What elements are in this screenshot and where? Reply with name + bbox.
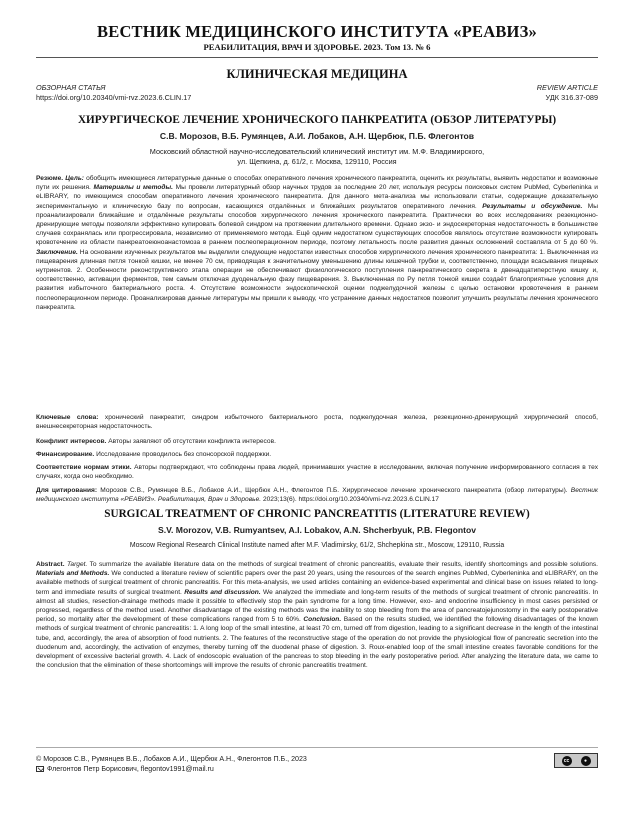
ru-affiliation-line1: Московский областной научно-исследовательский клинический институт им. М.Ф. Владимирского,: [149, 147, 485, 156]
ru-ethics-text: Авторы подтверждают, что соблюдены права людей, принимавших участие в исследовании, включая получение информированного согласия в тех случаях, когда оно необходимо.: [36, 464, 598, 481]
article-meta-right: [537, 83, 598, 102]
ru-citation: [36, 486, 598, 504]
ru-funding-label: Финансирование.: [36, 451, 95, 458]
ru-affiliation-line2: ул. Щепкина, д. 61/2, г. Москва, 129110, Россия: [237, 157, 397, 166]
ru-methods-text: Мы провели литературный обзор научных трудов за последние 20 лет, используя ресурсы поисковых систем PubMed, Cyberleninka и eLIBRARY, по имеющимся способам оперативного лечения хронического панкреатита. Для данного мета-анализа мы использовали статьи, содержащие доказательную экспериментальную и клиническую базу по вопросам, касающихся отдалённых и ближайших результатов оперативного лечения.: [36, 184, 598, 210]
section-heading: КЛИНИЧЕСКАЯ МЕДИЦИНА: [226, 67, 408, 81]
ru-affiliation: [60, 147, 574, 167]
ru-conflict-label: Конфликт интересов.: [36, 438, 107, 445]
article-doi-link[interactable]: https://doi.org/10.20340/vmi-rvz.2023.6.CLIN.17: [36, 92, 192, 102]
en-authors: S.V. Morozov, V.B. Rumyantsev, A.I. Lobakov, A.N. Shcherbyuk, P.B. Flegontov: [157, 525, 477, 535]
ru-keywords-text: хронический панкреатит, синдром избыточного бактериального роста, поджелудочная железа, резекционно-дренирующий хирургический способ, внешнесекреторная недостаточность.: [36, 414, 598, 431]
ru-results-text: Мы проанализировали ближайшие и отдалённые результаты способов хирургического лечения хронического панкреатита. Практически во всех исследованиях резекционно-дренирующие методы позволяли эффективно купировать болевой синдром на протяжении длительного времени. Однако экзо- и эндосекреторная недостаточность в большинстве случаев сохранялась или прогрессировала, независимо от применяемого метода. Ещё одним недостатком существующих способов являлось отсутствие возможности купировать кровотечение из области панкреатоеюноанастомоза в раннем послеоперационном периоде, поэтому летальность после развития данных осложнений составляла от 5 до 60 %.: [36, 202, 598, 247]
en-methods-label: Materials and Methods.: [36, 570, 110, 578]
en-affiliation: Moscow Regional Research Clinical Institute named after M.F. Vladimirsky, 61/2, Shchepkina str., Moscow, 129110, Russia: [129, 542, 505, 549]
attribution-icon: ●: [581, 756, 591, 766]
ru-conflict-text: Авторы заявляют об отсутствии конфликта интересов.: [106, 438, 276, 445]
ru-title: ХИРУРГИЧЕСКОЕ ЛЕЧЕНИЕ ХРОНИЧЕСКОГО ПАНКРЕАТИТА (ОБЗОР ЛИТЕРАТУРЫ): [77, 114, 557, 126]
article-meta-left: [36, 83, 191, 102]
en-target-text: To summarize the available literature data on the methods of surgical treatment of chronic pancreatitis, evaluate their results, identify shortcomings and possible solutions.: [87, 561, 598, 568]
ru-conflict: [36, 437, 598, 446]
ru-citation-tail[interactable]: 2023;13(6). https://doi.org/10.20340/vmi-rvz.2023.6.CLIN.17: [261, 496, 439, 504]
ru-keywords: [36, 413, 598, 431]
ru-conclusion-text: На основании изученных результатов мы выделили следующие недостатки известных способов хирургического лечения хронического панкреатита: 1. Выключенная из пищеварения длинная петля тонкой кишки, не менее 70 см, приводящая к значительному уменьшению длины кишечной трубки и, соответственно, площади всасывания пищевых нутриентов. 2. Особенности реконструктивного этапа операции не обеспечивают физиологического поступления панкреатического секрета в двенадцатиперстную кишку и, соответственно, активации ферментов, тем самым отключая дуоденальную фазу пищеварения. 3. Выключенная по Ру петля тонкой кишки создаёт благоприятные условия для развития избыточного бактериального роста. 4. Отсутствие возможности эндоскопической оценки поджелудочной железы с целью остановки кровотечения в раннем послеоперационном периоде. Проанализировав данные литературы мы пришли к выводу, что устранение данных недостатков позволит улучшить результаты лечения хронического панкреатита.: [36, 248, 598, 311]
journal-title: ВЕСТНИК МЕДИЦИНСКОГО ИНСТИТУТА «РЕАВИЗ»: [97, 22, 537, 41]
ru-citation-text: Морозов С.В., Румянцев В.Б., Лобаков А.И., Щербюк А.Н., Флегонтов П.Б. Хирургическое лечение хронического панкреатита (обзор литературы).: [97, 487, 571, 494]
en-conclusion-text: Based on the results studied, we identified the following disadvantages of the known methods of surgical treatment of chronic pancreatitis: 1. A long loop of the small intestine, at least 70 cm, turned off from digestion, leading to a significant decrease in the length of the intestinal tube, and, accordingly, the area of absorption of food nutrients. 2. The features of the reconstructive stage of the operation do not provide the physiological flow of pancreatic secretion into the duodenum and, accordingly, the activation of enzymes, thereby turning off the duodenal phase of digestion. 3. Roux-enabled loop of the small intestine creates favorable conditions for the development of excessive bacterial growth. 4. Lack of endoscopic evaluation of the pancreas to stop bleeding in the early postoperative period. After analyzing the literature data, we came to the conclusion that the elimination of these shortcomings will improve the results of chronic pancreatitis treatment.: [36, 616, 598, 670]
footer: [36, 754, 307, 774]
en-abstract-label: Abstract.: [36, 561, 65, 568]
ru-ethics: [36, 463, 598, 481]
en-results-text: We analyzed the immediate and long-term results of the methods of surgical treatment of chronic pancreatitis. In almost all studies, resection-drainage methods made it possible to effectively stop the pain syndrome for a long time. However, exo- and endocrine insufficiency in most cases persisted or progressed, regardless of the method used. Another disadvantage of the existing methods was the inability to stop bleeding from the area of pancreatojejunostomy in the early postoperative period, so mortality after the development of these complications ranged from 5 to 60%.: [36, 588, 599, 624]
ru-methods-label: Материалы и методы.: [93, 184, 173, 192]
ru-abstract-label: Резюме.: [36, 175, 64, 182]
contact-line: [36, 764, 307, 774]
en-target-label: Target.: [67, 561, 88, 568]
en-abstract: [36, 560, 598, 670]
en-conclusion-label: Conclusion.: [303, 616, 342, 624]
cc-icon: cc: [562, 756, 572, 766]
contact-text[interactable]: Флегонтов Петр Борисович, flegontov1991@mail.ru: [47, 765, 214, 773]
ru-results-label: Результаты и обсуждение.: [482, 202, 583, 210]
cc-license-badge[interactable]: [554, 753, 598, 768]
ru-funding-text: Исследование проводилось без спонсорской поддержки.: [94, 451, 272, 458]
article-type-en: REVIEW ARTICLE: [536, 83, 598, 92]
footer-divider: [36, 747, 598, 748]
ru-ethics-label: Соответствие нормам этики.: [36, 464, 132, 471]
mail-icon: [36, 766, 44, 772]
article-type-ru: ОБЗОРНАЯ СТАТЬЯ: [36, 83, 106, 92]
en-methods-text: We conducted a literature review of scientific papers over the past 20 years, using the resources of the search engines PubMed, Cyberleninka and eLIBRARY, on the available methods of surgical treatment of chronic pancreatitis. For this meta-analysis, we used articles containing an evidence-based experimental and clinical base on issues related to long-term and immediate results of surgical treatment.: [36, 570, 599, 596]
ru-abstract: [36, 174, 598, 312]
copyright-line: © Морозов С.В., Румянцев В.Б., Лобаков А.И., Щербюк А.Н., Флегонтов П.Б., 2023: [36, 755, 307, 763]
ru-aim-text: обобщить имеющиеся литературные данные о способах оперативного лечения хронического панкреатита, оценить их результаты, выявить недостатки и возможные пути их решения.: [36, 175, 598, 192]
journal-subtitle: РЕАБИЛИТАЦИЯ, ВРАЧ И ЗДОРОВЬЕ. 2023. Том 13. № 6: [203, 42, 431, 52]
header-divider: [36, 57, 598, 58]
en-results-label: Results and discussion.: [184, 588, 261, 596]
ru-citation-label: Для цитирования:: [36, 487, 98, 494]
ru-authors: С.В. Морозов, В.Б. Румянцев, А.И. Лобаков, А.Н. Щербюк, П.Б. Флегонтов: [159, 131, 475, 141]
en-title: SURGICAL TREATMENT OF CHRONIC PANCREATITIS (LITERATURE REVIEW): [104, 508, 530, 520]
ru-citation-journal: Вестник медицинского института «РЕАВИЗ». Реабилитация, Врач и Здоровье.: [36, 487, 598, 504]
udc-code: УДК 316.37-089: [545, 92, 598, 102]
ru-funding: [36, 450, 598, 459]
ru-conclusion-label: Заключение.: [36, 248, 78, 256]
ru-keywords-label: Ключевые слова:: [36, 414, 99, 421]
ru-aim-label: Цель:: [65, 175, 84, 182]
